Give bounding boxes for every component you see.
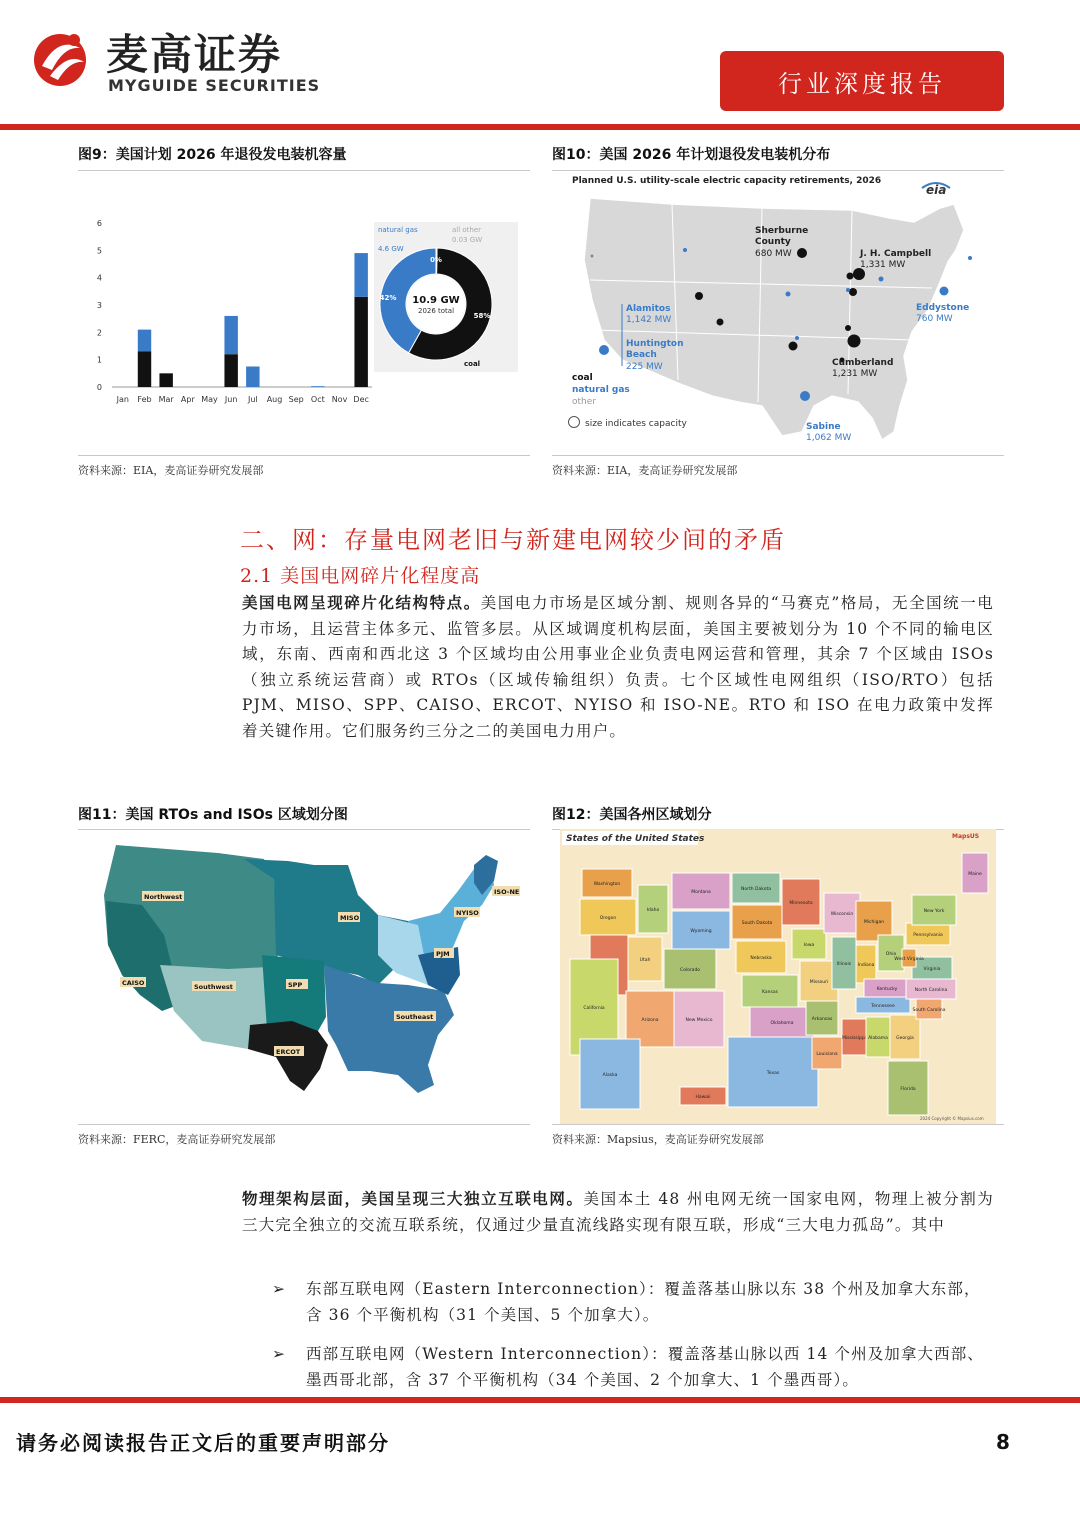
y-tick-label: 0: [96, 383, 102, 392]
legend-other: other: [572, 397, 596, 407]
subsection-heading: 2.1 美国电网碎片化程度高: [240, 565, 481, 587]
bar-natural-gas-dec: [354, 253, 367, 297]
region-pjm: PJM: [436, 950, 450, 958]
state-label: Arkansas: [811, 1017, 833, 1022]
fig11-map: [78, 835, 530, 1120]
bar-coal-mar: [159, 373, 172, 387]
donut-sub-all-other: 0.03 GW: [452, 236, 483, 244]
y-tick-label: 5: [96, 246, 102, 256]
state-label: Pennsylvania: [913, 933, 943, 938]
bar-coal-jun: [224, 354, 237, 387]
x-tick-label: Aug: [266, 395, 283, 404]
fig11-top-rule: [78, 829, 530, 830]
x-tick-label: Feb: [137, 395, 152, 404]
disclaimer-note: 请务必阅读报告正文后的重要声明部分: [16, 1431, 390, 1455]
label-eddystone: Eddystone: [916, 303, 970, 313]
size-note: size indicates capacity: [585, 419, 687, 429]
state-label: Missouri: [809, 980, 829, 985]
state-label: Mississippi: [842, 1036, 866, 1041]
state-label: Kentucky: [876, 987, 898, 992]
state-label: California: [583, 1006, 605, 1011]
fig10-source: 资料来源：EIA，麦高证券研究发展部: [552, 464, 738, 477]
state-label: Oregon: [599, 916, 617, 921]
bullet-western: ➢ 西部互联电网（Western Interconnection）：覆盖落基山脉以西 14 个州及加拿大西部、墨西哥北部，含 37 个平衡机构（34 个美国、2 个加拿大、1 个墨西哥）。: [272, 1342, 994, 1393]
state-label: Tennessee: [871, 1004, 895, 1009]
label-sherburne: Sherburne: [755, 226, 809, 236]
state-label: Florida: [900, 1087, 916, 1092]
fig10-title: 图10：美国 2026 年计划退役发电装机分布: [552, 147, 831, 163]
label-alamitos: Alamitos: [626, 304, 671, 314]
x-tick-label: Sep: [288, 395, 304, 404]
state-label: Maine: [968, 872, 982, 877]
label-sabine: Sabine: [806, 422, 841, 432]
bullet-arrow-icon: ➢: [272, 1280, 287, 1298]
fig12-bottom-rule: [552, 1124, 1004, 1125]
y-tick-label: 3: [96, 301, 102, 310]
state-label: Utah: [639, 958, 651, 963]
donut-center-sub: 2026 total: [417, 307, 455, 315]
bar-natural-gas-oct: [311, 386, 324, 387]
y-tick-label: 4: [96, 273, 102, 283]
state-label: Wisconsin: [830, 912, 854, 917]
x-tick-label: Jun: [224, 395, 238, 404]
fig9-title: 图9：美国计划 2026 年退役发电装机容量: [78, 147, 347, 163]
x-tick-label: May: [201, 395, 218, 404]
paragraph-grid-fragmentation: [242, 590, 994, 744]
paragraph2-lead: 物理架构层面，美国呈现三大独立互联电网。: [242, 1189, 584, 1208]
state-label: Michigan: [863, 920, 885, 925]
fig11-source: 资料来源：FERC，麦高证券研究发展部: [78, 1133, 276, 1146]
state-label: Nebraska: [750, 956, 772, 961]
donut-label-all-other: all other: [452, 226, 482, 234]
svg-text:1,231 MW: 1,231 MW: [832, 369, 878, 379]
section-heading: 二、网：存量电网老旧与新建电网较少间的矛盾: [240, 526, 786, 554]
state-label: Ohio: [885, 952, 897, 957]
y-tick-label: 6: [96, 219, 102, 228]
y-tick-label: 2: [96, 328, 102, 338]
paragraph-interconnections: [242, 1186, 994, 1238]
state-label: Louisiana: [816, 1052, 838, 1057]
state-label: Iowa: [803, 943, 815, 948]
fig9-bottom-rule: [78, 455, 530, 456]
bar-coal-feb: [138, 351, 151, 387]
region-iso-ne: ISO-NE: [494, 888, 520, 896]
fig12-map: [560, 829, 996, 1124]
fig10-map: [552, 170, 1004, 452]
paragraph-lead: 美国电网呈现碎片化结构特点。: [242, 593, 481, 612]
svg-text:1,062 MW: 1,062 MW: [806, 433, 852, 443]
state-label: Idaho: [646, 908, 660, 913]
fig12-map-title: States of the United States: [566, 834, 705, 844]
donut-pct-label: 42%: [379, 294, 397, 302]
state-label: North Dakota: [741, 887, 771, 892]
region-spp: SPP: [288, 981, 303, 989]
state-label: Oklahoma: [770, 1021, 794, 1026]
fig12-source: 资料来源：Mapsius，麦高证券研究发展部: [552, 1133, 764, 1146]
bullet-eastern: ➢ 东部互联电网（Eastern Interconnection）：覆盖落基山脉以东 38 个州及加拿大东部，含 36 个平衡机构（31 个美国、5 个加拿大）。: [272, 1277, 994, 1328]
region-caiso: CAISO: [122, 979, 145, 987]
region-ercot: ERCOT: [276, 1048, 301, 1056]
region-southwest: Southwest: [194, 983, 233, 991]
report-type-badge: 行业深度报告: [720, 51, 1004, 111]
donut-pct-label: 0%: [430, 256, 442, 264]
state-label: West Virginia: [894, 957, 924, 962]
state-label: Alaska: [602, 1073, 618, 1078]
x-tick-label: Oct: [310, 395, 325, 404]
donut-center-value: 10.9 GW: [412, 295, 460, 306]
state-label: Kansas: [762, 990, 778, 995]
mapsus-logo-icon: MapsUS: [952, 833, 980, 840]
fig9-top-rule: [78, 170, 530, 171]
state-label: Arizona: [641, 1018, 659, 1023]
state-label: Texas: [766, 1071, 780, 1076]
state-label: Georgia: [896, 1036, 914, 1041]
x-tick-label: Apr: [180, 395, 195, 404]
svg-text:County: County: [755, 237, 791, 247]
state-label: Montana: [691, 890, 711, 895]
state-label: Minnesota: [789, 901, 813, 906]
donut-pct-label: 58%: [473, 312, 491, 320]
bar-natural-gas-jun: [224, 316, 237, 354]
brand-name-cn: 麦高证券: [106, 30, 283, 79]
state-label: New Mexico: [685, 1018, 713, 1023]
label-campbell: J. H. Campbell: [860, 249, 932, 259]
svg-text:225 MW: 225 MW: [626, 362, 663, 372]
region-nyiso: NYISO: [456, 909, 479, 917]
state-label: New York: [923, 909, 945, 914]
state-label: South Dakota: [741, 921, 773, 926]
donut-label-coal: coal: [464, 360, 481, 368]
fig10-bottom-rule: [552, 455, 1004, 456]
donut-sub-natural-gas: 4.6 GW: [378, 245, 404, 253]
bar-natural-gas-jul: [246, 367, 259, 388]
brand-name-en: MYGUIDE SECURITIES: [108, 76, 321, 95]
footer-divider: [0, 1397, 1080, 1403]
svg-text:760 MW: 760 MW: [916, 314, 953, 324]
company-logo-icon: [28, 26, 92, 90]
bullet-arrow-icon: ➢: [272, 1345, 287, 1363]
paragraph2-body: 美国本土 48 州电网无统一国家电网，物理上被分割为三大完全独立的交流互联系统，仅通过少量直流线路实现有限互联，形成“三大电力孤岛”。其中: [242, 1190, 994, 1234]
y-tick-label: 1: [96, 355, 102, 365]
legend-coal: coal: [572, 373, 593, 383]
paragraph-body: 美国电力市场是区域分割、规则各异的“马赛克”格局，无全国统一电力市场，且运营主体多元、监管多层。从区域调度机构层面，美国主要被划分为 10 个不同的输电区域，东南、西南和西北这 3 个区域均由公用事业企业负责电网运营和管理，其余 7 个区域由 ISOs（独立系统运营商）或 RTOs（区域传输组织）负责。七个区域性电网组织（ISO/RTO）包括 PJM、MISO、SPP、CAISO、ERCOT、NYISO 和 ISO-NE。RTO 和 ISO 在电力政策中发挥着关键作用。它们服务约三分之二的美国电力用户。: [242, 594, 994, 740]
x-tick-label: Dec: [353, 395, 369, 404]
fig11-title: 图11：美国 RTOs and ISOs 区域划分图: [78, 807, 348, 823]
legend-natural-gas: natural gas: [572, 385, 630, 395]
fig9-source: 资料来源：EIA，麦高证券研究发展部: [78, 464, 264, 477]
fig11-bottom-rule: [78, 1124, 530, 1125]
region-miso: MISO: [340, 914, 360, 922]
state-label: Illinois: [836, 962, 852, 967]
fig10-map-title: Planned U.S. utility-scale electric capacity retirements, 2026: [572, 176, 882, 186]
state-label: Washington: [593, 882, 621, 887]
fig12-title: 图12：美国各州区域划分: [552, 807, 712, 823]
state-label: Colorado: [679, 968, 701, 973]
svg-text:1,142 MW: 1,142 MW: [626, 315, 672, 325]
state-label: North Carolina: [914, 988, 948, 993]
svg-text:1,331 MW: 1,331 MW: [860, 260, 906, 270]
state-label: Alabama: [868, 1036, 888, 1041]
fig12-copyright: 2024 Copyright © Mapsius.com: [920, 1116, 984, 1121]
bar-coal-dec: [354, 297, 367, 387]
label-cumberland: Cumberland: [832, 358, 894, 368]
state-label: Indiana: [857, 963, 875, 968]
state-label: Wyoming: [690, 929, 712, 934]
label-huntington: Huntington: [626, 339, 684, 349]
state-label: South Carolina: [912, 1008, 946, 1013]
header-divider: [0, 124, 1080, 130]
donut-label-natural-gas: natural gas: [378, 226, 418, 234]
x-tick-label: Jan: [116, 395, 130, 404]
state-label: Hawaii: [695, 1095, 711, 1100]
state-label: Virginia: [923, 967, 941, 972]
svg-text:Beach: Beach: [626, 350, 657, 360]
eia-logo-icon: eia: [926, 183, 947, 197]
fig9-chart: [78, 176, 530, 452]
region-northwest: Northwest: [144, 893, 183, 901]
svg-text:680 MW: 680 MW: [755, 249, 792, 259]
x-tick-label: Mar: [158, 395, 174, 404]
bar-natural-gas-feb: [138, 330, 151, 352]
x-tick-label: Nov: [331, 395, 348, 404]
x-tick-label: Jul: [248, 395, 258, 404]
page-number: 8: [996, 1430, 1010, 1454]
region-southeast: Southeast: [396, 1013, 434, 1021]
